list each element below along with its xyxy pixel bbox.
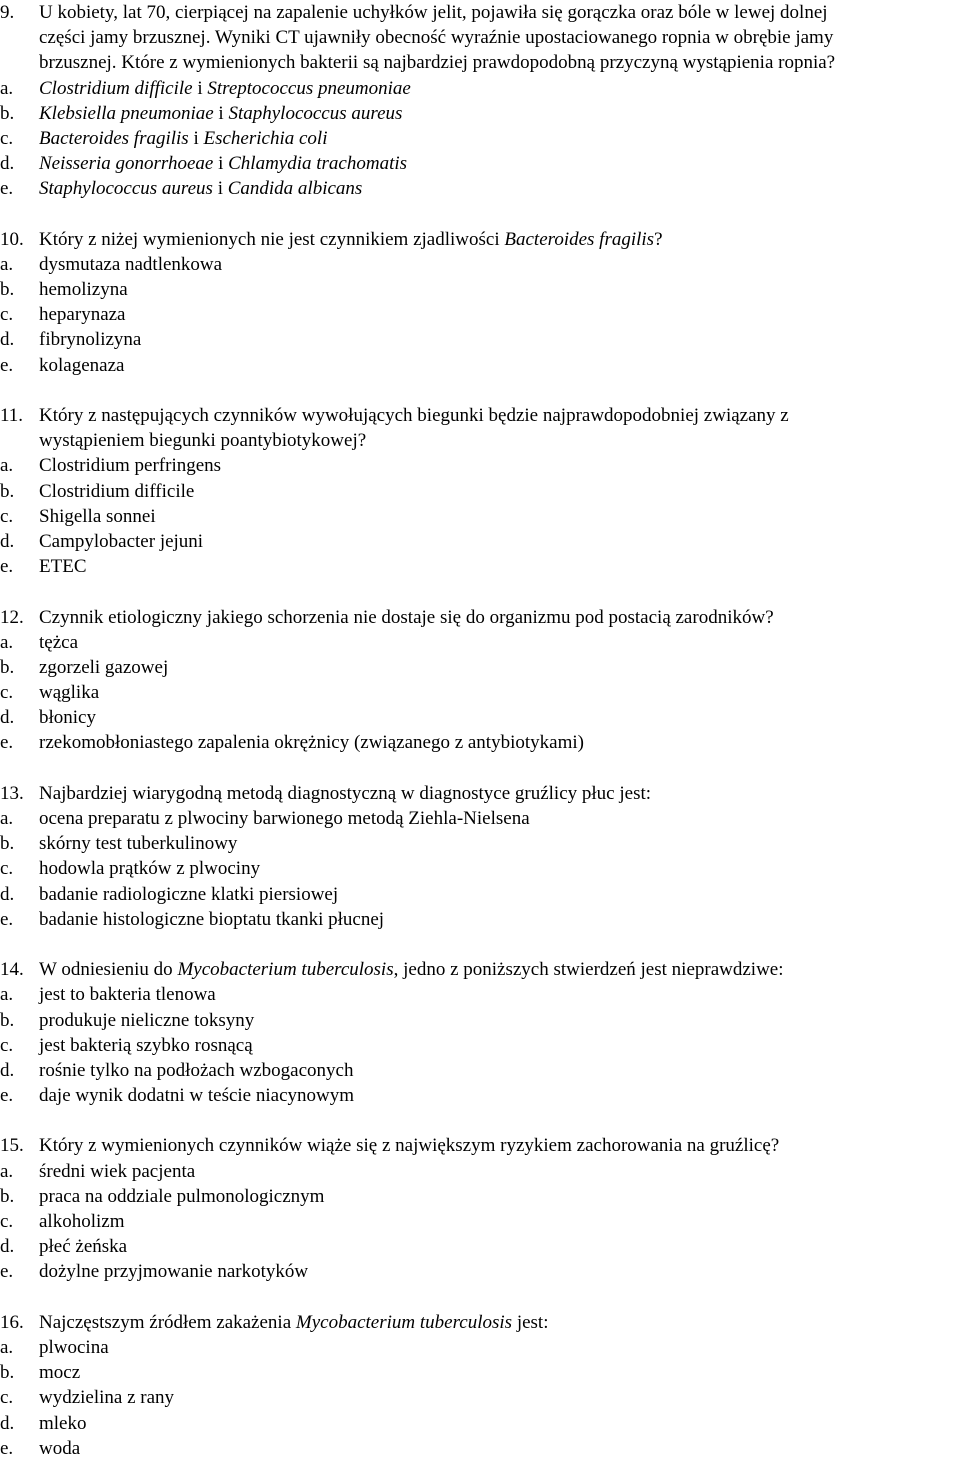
answer-option-b <box>0 1184 960 1209</box>
option-segment: heparynaza <box>39 304 126 326</box>
option-segment: daje wynik dodatni w teście niacynowym <box>39 1085 355 1107</box>
question-stem-text <box>39 403 789 428</box>
stem-segment: U kobiety, lat 70, cierpiącej na zapalenie uchyłków jelit, pojawiła się gorączka oraz bóle w lewej dolnej <box>39 2 828 23</box>
option-letter: a. <box>0 631 14 653</box>
question-stem-text <box>39 605 774 630</box>
option-segment: rośnie tylko na podłożach wzbogaconych <box>39 1059 354 1081</box>
answer-option-e <box>0 1083 960 1108</box>
option-segment: płeć żeńska <box>39 1236 128 1258</box>
option-segment: mleko <box>39 1412 87 1434</box>
option-text <box>39 831 237 856</box>
stem-segment: części jamy brzusznej. Wyniki CT ujawniły obecność wyraźnie upostaciowanego ropnia w obrębie jamy <box>39 27 834 49</box>
answer-option-d <box>0 1058 960 1083</box>
question-15 <box>0 1133 960 1284</box>
option-letter: c. <box>0 1034 14 1056</box>
stem-segment: wystąpieniem biegunki poantybiotykowej? <box>39 430 367 452</box>
question-stem-text <box>39 0 828 25</box>
option-text <box>39 126 327 151</box>
option-text <box>39 882 338 907</box>
question-12 <box>0 605 960 756</box>
answer-option-d <box>0 529 960 554</box>
option-segment: błonicy <box>39 707 96 729</box>
question-spacer <box>0 756 960 781</box>
option-text <box>39 1083 354 1108</box>
question-9 <box>0 0 960 202</box>
question-stem-line <box>0 25 960 50</box>
option-letter: b. <box>0 1362 15 1384</box>
option-letter: b. <box>0 279 15 301</box>
option-text <box>39 277 128 302</box>
question-stem-text <box>39 50 835 75</box>
option-text <box>39 856 260 881</box>
stem-segment: , jedno z poniższych stwierdzeń jest nieprawdziwe: <box>393 959 784 981</box>
question-stem-line <box>0 1133 960 1158</box>
option-segment: hemolizyna <box>39 279 128 301</box>
option-letter: e. <box>0 1261 14 1283</box>
question-stem-line <box>0 403 960 428</box>
question-number: 9. <box>0 2 15 23</box>
option-letter: a. <box>0 455 14 477</box>
option-letter: d. <box>0 1236 15 1258</box>
option-segment: zgorzeli gazowej <box>39 656 169 678</box>
italic-term: Bacteroides fragilis <box>504 228 655 250</box>
answer-option-b <box>0 277 960 302</box>
italic-term: Streptococcus pneumoniae <box>207 77 411 99</box>
option-letter: c. <box>0 127 14 149</box>
question-number: 16. <box>0 1311 24 1333</box>
option-text <box>39 479 194 504</box>
question-stem-line <box>0 0 960 25</box>
question-stem-line <box>0 1310 960 1335</box>
question-10 <box>0 227 960 378</box>
option-letter: d. <box>0 329 15 351</box>
option-segment: i <box>192 77 208 99</box>
option-letter: c. <box>0 304 14 326</box>
answer-option-a <box>0 1335 960 1360</box>
stem-segment: ? <box>654 228 663 250</box>
answer-option-c <box>0 1385 960 1410</box>
answer-option-a <box>0 453 960 478</box>
option-segment: średni wiek pacjenta <box>39 1160 196 1182</box>
option-text <box>39 630 78 655</box>
option-text <box>39 1335 109 1360</box>
answer-option-b <box>0 831 960 856</box>
answer-option-e <box>0 176 960 201</box>
option-segment: dysmutaza nadtlenkowa <box>39 253 223 275</box>
stem-segment: brzusznej. Które z wymienionych bakterii są najbardziej prawdopodobną przyczyną wystąpienia ropnia? <box>39 52 836 74</box>
option-segment: fibrynolizyna <box>39 329 142 351</box>
question-number: 15. <box>0 1135 24 1157</box>
option-letter: d. <box>0 530 15 552</box>
option-text <box>39 1209 124 1234</box>
answer-option-d <box>0 1234 960 1259</box>
option-text <box>39 302 126 327</box>
question-spacer <box>0 932 960 957</box>
option-segment: dożylne przyjmowanie narkotyków <box>39 1261 309 1283</box>
option-letter: b. <box>0 656 15 678</box>
question-stem-text <box>39 25 833 50</box>
italic-term: Escherichia coli <box>203 127 328 149</box>
answer-option-e <box>0 730 960 755</box>
option-letter: e. <box>0 732 14 754</box>
option-text <box>39 176 362 201</box>
option-text <box>39 453 221 478</box>
stem-segment: W odniesieniu do <box>39 959 178 981</box>
answer-option-a <box>0 76 960 101</box>
option-segment: Clostridium perfringens <box>39 455 222 477</box>
stem-segment: Który z niżej wymienionych nie jest czynnikiem zjadliwości <box>39 228 505 250</box>
italic-term: Staphylococcus aureus <box>39 178 213 200</box>
italic-term: Klebsiella pneumoniae <box>39 102 214 124</box>
option-segment: praca na oddziale pulmonologicznym <box>39 1185 325 1207</box>
answer-option-a <box>0 252 960 277</box>
option-letter: c. <box>0 1211 14 1232</box>
stem-segment: Który z następujących czynników wywołujących biegunki będzie najprawdopodobniej związany z <box>39 405 789 426</box>
option-text <box>39 1385 174 1410</box>
option-text <box>39 327 141 352</box>
option-text <box>39 554 87 579</box>
question-stem-text <box>39 957 784 982</box>
option-letter: a. <box>0 253 14 275</box>
answer-option-c <box>0 1033 960 1058</box>
question-spacer <box>0 202 960 227</box>
option-letter: e. <box>0 556 14 578</box>
option-letter: e. <box>0 1085 14 1107</box>
question-13 <box>0 781 960 932</box>
option-segment: i <box>188 127 204 149</box>
question-stem-line <box>0 227 960 252</box>
answer-option-c <box>0 856 960 881</box>
option-text <box>39 982 216 1007</box>
option-letter: a. <box>0 1160 14 1182</box>
question-14 <box>0 957 960 1108</box>
answer-option-d <box>0 882 960 907</box>
answer-option-a <box>0 982 960 1007</box>
option-text <box>39 1259 308 1284</box>
option-letter: b. <box>0 480 15 502</box>
option-text <box>39 806 530 831</box>
question-16 <box>0 1310 960 1461</box>
answer-option-c <box>0 680 960 705</box>
answer-option-a <box>0 1159 960 1184</box>
option-text <box>39 1436 80 1461</box>
question-stem-text <box>39 227 663 252</box>
italic-term: Mycobacterium tuberculosis <box>295 1311 513 1333</box>
option-segment: badanie histologiczne bioptatu tkanki płucnej <box>39 908 385 930</box>
option-letter: c. <box>0 682 14 704</box>
option-letter: b. <box>0 102 15 124</box>
question-11 <box>0 403 960 579</box>
option-letter: c. <box>0 858 14 880</box>
option-text <box>39 1159 195 1184</box>
answer-option-d <box>0 151 960 176</box>
option-segment: wydzielina z rany <box>39 1387 175 1409</box>
option-text <box>39 680 99 705</box>
answer-option-e <box>0 1259 960 1284</box>
option-letter: a. <box>0 77 14 99</box>
option-segment: Clostridium difficile <box>39 480 195 502</box>
stem-segment: Najbardziej wiarygodną metodą diagnostyczną w diagnostyce gruźlicy płuc jest: <box>39 782 652 804</box>
answer-option-c <box>0 504 960 529</box>
option-text <box>39 76 411 101</box>
option-letter: e. <box>0 1437 14 1459</box>
option-text <box>39 529 203 554</box>
italic-term: Bacteroides fragilis <box>39 127 189 149</box>
option-segment: hodowla prątków z plwociny <box>39 858 261 880</box>
option-text <box>39 151 407 176</box>
italic-term: Chlamydia trachomatis <box>228 153 408 175</box>
answer-option-b <box>0 1008 960 1033</box>
option-letter: a. <box>0 1336 14 1358</box>
option-letter: b. <box>0 1185 15 1207</box>
option-text <box>39 1184 324 1209</box>
question-spacer <box>0 378 960 403</box>
option-segment: wąglika <box>39 682 100 704</box>
option-letter: e. <box>0 354 14 376</box>
italic-term: Neisseria gonorrhoeae <box>39 153 214 175</box>
answer-option-b <box>0 479 960 504</box>
option-segment: jest bakterią szybko rosnącą <box>39 1034 253 1056</box>
answer-option-c <box>0 1209 960 1234</box>
option-segment: rzekomobłoniastego zapalenia okrężnicy (związanego z antybiotykami) <box>39 732 584 754</box>
option-text <box>39 101 402 126</box>
option-segment: tężca <box>39 631 79 653</box>
option-text <box>39 907 384 932</box>
option-letter: b. <box>0 1009 15 1031</box>
option-letter: d. <box>0 153 15 175</box>
option-text <box>39 1234 127 1259</box>
question-stem-line <box>0 957 960 982</box>
option-segment: Campylobacter jejuni <box>39 530 204 552</box>
answer-option-c <box>0 126 960 151</box>
stem-segment: Czynnik etiologiczny jakiego schorzenia nie dostaje się do organizmu pod postacią zarodników? <box>39 606 774 628</box>
option-letter: a. <box>0 808 14 829</box>
question-spacer <box>0 1108 960 1133</box>
option-segment: i <box>213 102 229 124</box>
option-segment: woda <box>39 1437 81 1459</box>
italic-term: Mycobacterium tuberculosis <box>177 959 394 981</box>
answer-option-d <box>0 705 960 730</box>
question-stem-text <box>39 1310 548 1335</box>
question-stem-line <box>0 605 960 630</box>
question-stem-line <box>0 428 960 453</box>
option-letter: b. <box>0 833 15 855</box>
italic-term: Candida albicans <box>227 178 363 200</box>
answer-option-c <box>0 302 960 327</box>
option-segment: i <box>213 153 229 175</box>
option-letter: c. <box>0 1387 14 1409</box>
option-segment: ETEC <box>39 556 87 578</box>
option-text <box>39 1411 87 1436</box>
answer-option-e <box>0 907 960 932</box>
answer-option-b <box>0 1360 960 1385</box>
option-letter: d. <box>0 883 15 905</box>
option-segment: ocena preparatu z plwociny barwionego metodą Ziehla-Nielsena <box>39 808 530 829</box>
option-letter: d. <box>0 707 15 729</box>
option-letter: e. <box>0 908 14 930</box>
answer-option-d <box>0 327 960 352</box>
question-stem-text <box>39 1133 779 1158</box>
question-number: 13. <box>0 782 24 804</box>
answer-option-e <box>0 1436 960 1461</box>
stem-segment: jest: <box>512 1311 549 1333</box>
option-segment: skórny test tuberkulinowy <box>39 833 238 855</box>
question-number: 11. <box>0 405 24 426</box>
answer-option-a <box>0 630 960 655</box>
stem-segment: Najczęstszym źródłem zakażenia <box>39 1311 296 1333</box>
option-text <box>39 1033 253 1058</box>
option-letter: d. <box>0 1059 15 1081</box>
option-letter: a. <box>0 984 14 1006</box>
option-letter: c. <box>0 505 14 527</box>
option-segment: plwocina <box>39 1336 109 1358</box>
question-stem-text <box>39 428 366 453</box>
option-segment: mocz <box>39 1362 81 1384</box>
answer-option-b <box>0 655 960 680</box>
option-text <box>39 1360 80 1385</box>
answer-option-a <box>0 806 960 831</box>
italic-term: Clostridium difficile <box>39 77 193 99</box>
answer-option-e <box>0 554 960 579</box>
option-text <box>39 705 96 730</box>
option-letter: e. <box>0 178 14 200</box>
answer-option-b <box>0 101 960 126</box>
option-segment: kolagenaza <box>39 354 125 376</box>
question-number: 12. <box>0 606 24 628</box>
option-segment: i <box>212 178 228 200</box>
option-text <box>39 1008 254 1033</box>
option-text <box>39 504 156 529</box>
answer-option-e <box>0 353 960 378</box>
question-spacer <box>0 579 960 604</box>
question-number: 14. <box>0 959 24 981</box>
question-stem-text <box>39 781 651 806</box>
option-segment: jest to bakteria tlenowa <box>39 984 216 1006</box>
question-stem-line <box>0 781 960 806</box>
option-text <box>39 353 124 378</box>
option-text <box>39 730 584 755</box>
question-spacer <box>0 1285 960 1310</box>
option-letter: d. <box>0 1412 15 1434</box>
option-segment: Shigella sonnei <box>39 505 156 527</box>
option-segment: alkoholizm <box>39 1211 125 1232</box>
question-stem-line <box>0 50 960 75</box>
italic-term: Staphylococcus aureus <box>228 102 403 124</box>
option-text <box>39 1058 353 1083</box>
option-segment: produkuje nieliczne toksyny <box>39 1009 255 1031</box>
question-number: 10. <box>0 228 24 250</box>
answer-option-d <box>0 1411 960 1436</box>
option-segment: badanie radiologiczne klatki piersiowej <box>39 883 339 905</box>
option-text <box>39 655 168 680</box>
stem-segment: Który z wymienionych czynników wiąże się z największym ryzykiem zachorowania na gruźlicę? <box>39 1135 780 1157</box>
option-text <box>39 252 222 277</box>
